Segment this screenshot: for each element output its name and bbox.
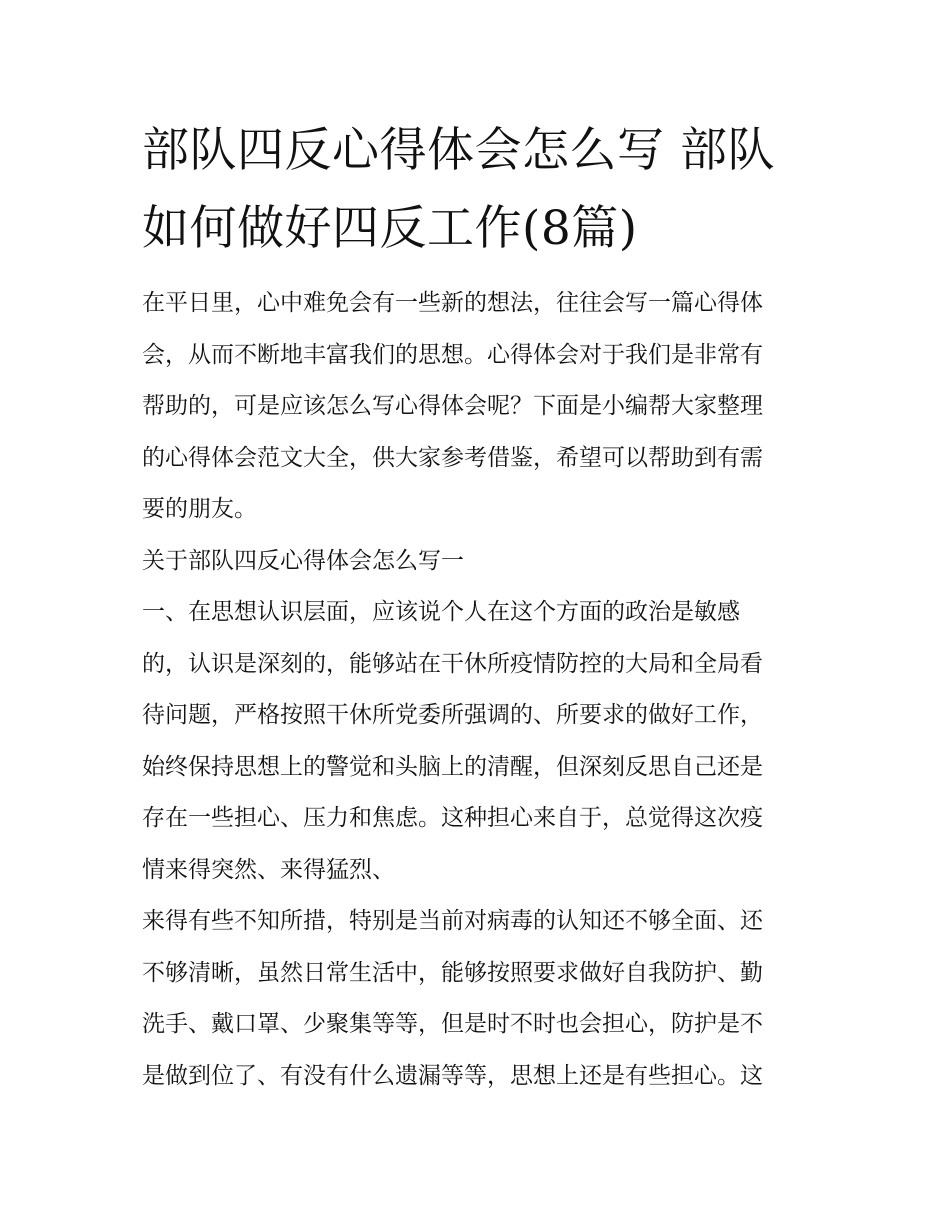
body-paragraph-2 — [142, 896, 812, 1102]
text-line: 始终保持思想上的警觉和头脑上的清醒，但深刻反思自己还是 — [142, 753, 763, 780]
intro-paragraph — [142, 278, 812, 536]
text-line: 洗手、戴口罩、少聚集等等，但是时不时也会担心，防护是不 — [142, 1011, 763, 1037]
title-line: 部队四反心得体会怎么写 部队 — [142, 123, 775, 178]
text-line: 情来得突然、来得猛烈、 — [142, 856, 395, 883]
text-line: 关于部队四反心得体会怎么写一 — [142, 547, 464, 574]
body-paragraph-1 — [142, 587, 812, 896]
text-line: 待问题，严格按照干休所党委所强调的、所要求的做好工作， — [142, 702, 763, 728]
title-line: 如何做好四反工作(8篇) — [142, 201, 638, 256]
text-line: 的，认识是深刻的，能够站在干休所疫情防控的大局和全局看 — [142, 650, 763, 677]
text-line: 来得有些不知所措，特别是当前对病毒的认知还不够全面、还 — [142, 908, 763, 934]
text-line: 在平日里，心中难免会有一些新的想法，往往会写一篇心得体 — [142, 290, 763, 316]
section-heading — [142, 536, 812, 588]
text-line: 会，从而不断地丰富我们的思想。心得体会对于我们是非常有 — [142, 341, 763, 368]
text-line: 要的朋友。 — [142, 496, 257, 522]
document-title — [142, 112, 812, 268]
text-line: 存在一些担心、压力和焦虑。这种担心来自于，总觉得这次疫 — [142, 805, 763, 831]
text-line: 的心得体会范文大全，供大家参考借鉴，希望可以帮助到有需 — [142, 444, 763, 471]
text-line: 不够清晰，虽然日常生活中，能够按照要求做好自我防护、勤 — [142, 959, 763, 986]
text-line: 一、在思想认识层面，应该说个人在这个方面的政治是敏感 — [142, 599, 740, 625]
document-page — [142, 112, 812, 1102]
text-line: 帮助的，可是应该怎么写心得体会呢？下面是小编帮大家整理 — [142, 393, 763, 419]
text-line: 是做到位了、有没有什么遗漏等等，思想上还是有些担心。这 — [142, 1062, 763, 1089]
